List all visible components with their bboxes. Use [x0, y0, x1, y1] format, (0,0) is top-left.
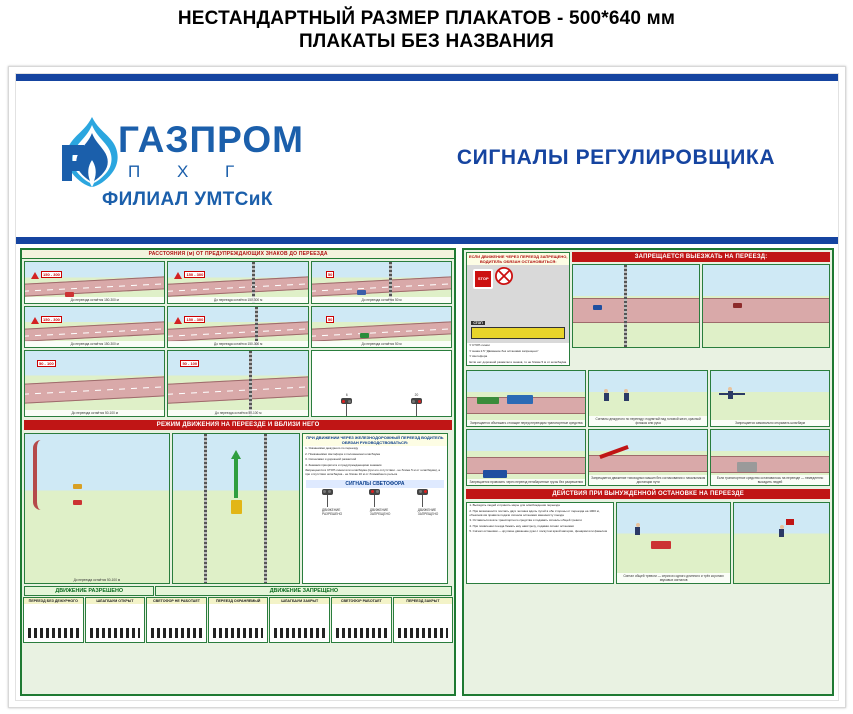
left-bottom-table: [22, 596, 454, 644]
rules-item: 3. Сигналами и дорожной разметкой: [305, 457, 357, 462]
panel-caption: Запрещается провозить через переезд негабаритные грузы без разрешения: [467, 479, 585, 485]
scene-caption: До переезда остаётся 150-300 м: [168, 341, 307, 347]
signal-light: [321, 489, 343, 517]
stop-rules-title: ЕСЛИ ДВИЖЕНИЕ ЧЕРЕЗ ПЕРЕЕЗД ЗАПРЕЩЕНО, ВОДИТЕЛЬ ОБЯЗАН ОСТАНОВИТЬСЯ:: [468, 254, 568, 264]
rules-item: 1. Указаниями дежурного по переезду: [305, 446, 359, 450]
left-poster-scene-grid: [22, 259, 454, 419]
col-body: [86, 604, 145, 642]
caption-line-2: ПЛАКАТЫ БЕЗ НАЗВАНИЯ: [299, 31, 554, 52]
crossing-sign-icon: [495, 267, 513, 285]
col-body: [270, 604, 329, 642]
bottom-head-allowed: ДВИЖЕНИЕ РАЗРЕШЕНО: [24, 586, 154, 596]
scene-caption: До переезда остаётся 150-300 м: [25, 297, 164, 303]
rules-cell[interactable]: [302, 433, 448, 584]
scene-cell[interactable]: [24, 306, 165, 349]
red-bulb: [424, 490, 427, 493]
col-head: ПЕРЕЕЗД ЗАКРЫТ: [394, 598, 453, 604]
barrier-stripes: [151, 628, 202, 638]
barrier-stripes: [28, 628, 79, 638]
railway-track: [624, 265, 627, 347]
panel-caption: Если транспортное средство остановилось на переезде — немедленно высадить людей: [711, 475, 829, 485]
road: [311, 321, 452, 343]
col-head: ШЛАГБАУМ ЗАКРЫТ: [270, 598, 329, 604]
forbidden-grid: [572, 262, 830, 348]
traffic-light-cell[interactable]: [311, 350, 452, 417]
bus-icon: [477, 397, 499, 404]
sub-note: Если нет дорожной разметки и знаков, то не ближе 5 м от шлагбаума: [469, 359, 567, 364]
stop-scene: [467, 265, 569, 343]
red-bulb: [371, 490, 374, 493]
bottom-right-note: Сигнал общей тревоги — серия из одного длинного и трёх коротких звуковых сигналов: [617, 573, 731, 583]
signals-title: СИГНАЛЫ СВЕТОФОРА: [306, 480, 444, 488]
road: [24, 376, 165, 405]
barrier-stripes: [90, 628, 141, 638]
left-mid-band: РЕЖИМ ДВИЖЕНИЯ НА ПЕРЕЕЗДЕ И ВБЛИЗИ НЕГО: [24, 420, 452, 430]
road-scene: [467, 430, 585, 485]
signal-label: ДВИЖЕНИЕ ЗАПРЕЩЕНО: [369, 507, 391, 516]
train-icon: [507, 395, 533, 404]
table-col[interactable]: [85, 597, 146, 643]
col-head: ШЛАГБАУМ ОТКРЫТ: [86, 598, 145, 604]
col-body: [209, 604, 268, 642]
vehicle-icon: [593, 305, 602, 310]
table-col[interactable]: [23, 597, 84, 643]
road: [167, 321, 308, 343]
vehicle-icon: [73, 500, 82, 505]
stop-sign-icon: STOP: [473, 269, 493, 289]
road-center-line: [24, 283, 165, 293]
light-number: 6: [345, 393, 348, 397]
road: [702, 298, 830, 323]
crossing-diagram-cell[interactable]: [172, 433, 300, 584]
right-bottom-band: ДЕЙСТВИЯ ПРИ ВЫНУЖДЕННОЙ ОСТАНОВКЕ НА ПЕРЕЕЗДЕ: [466, 489, 830, 499]
warning-sign-icon: [31, 317, 39, 324]
panel[interactable]: [710, 370, 830, 427]
panel-caption: Запрещается самовольно открывать шлагбаум: [711, 420, 829, 426]
forbidden-panel[interactable]: [702, 264, 830, 348]
road-center-line: [24, 386, 165, 396]
bullet-item: У светофора: [469, 354, 488, 359]
barrier-stripes: [213, 628, 264, 638]
road-center-line: [311, 327, 452, 337]
board-inner: [15, 73, 839, 701]
road: [572, 298, 700, 323]
distance-badge: 150 - 300: [186, 272, 204, 277]
panel[interactable]: [588, 429, 708, 486]
person-figure: [635, 523, 641, 537]
bullet-item: У СТОП-линии: [469, 343, 490, 347]
forbidden-band: ЗАПРЕЩАЕТСЯ ВЫЕЗЖАТЬ НА ПЕРЕЕЗД:: [572, 252, 830, 262]
barrier-stripes: [398, 628, 449, 638]
off-bulb: [323, 490, 326, 493]
actions-scene-cell[interactable]: [616, 502, 732, 584]
left-poster-middle-grid: [22, 431, 454, 586]
road-scene: [168, 351, 307, 416]
board-bottom-blue-bar: [16, 237, 838, 244]
road: [24, 276, 165, 298]
route-caption: До переезда остаётся 50-100 м: [73, 578, 121, 582]
col-body: [394, 604, 453, 642]
panel[interactable]: [466, 370, 586, 427]
col-body: [147, 604, 206, 642]
vehicle-icon: [651, 541, 671, 549]
poster-right[interactable]: [462, 248, 834, 696]
table-col[interactable]: [331, 597, 392, 643]
rules-note: Запрещается в СТОП-линии или шлагбаума (при его отсутствии - не ближе 5 м от шлагбаума), а при отсутствии шлагбаума - не ближе 10 м от ближайшего рельса: [305, 468, 441, 476]
body: [779, 529, 784, 537]
truck-icon: [483, 470, 507, 478]
signalling-person: [779, 525, 785, 539]
signal-light: [369, 489, 391, 517]
col-head: СВЕТОФОР РАБОТАЕТ: [332, 598, 391, 604]
col-head: ПЕРЕЕЗД БЕЗ ДЕЖУРНОГО: [24, 598, 83, 604]
scene-cell[interactable]: [24, 350, 165, 417]
scene-cell[interactable]: [167, 306, 308, 349]
road-center-line: [311, 283, 452, 293]
warning-sign-icon: [174, 317, 182, 324]
right-top-panels: [572, 252, 830, 366]
page-title: СИГНАЛЫ РЕГУЛИРОВЩИКА: [456, 146, 776, 169]
body: [604, 393, 609, 401]
regulator-figure: [623, 389, 629, 403]
traffic-light: [410, 392, 422, 416]
panel-caption: Запрещается объезжать стоящие перед переездом транспортные средства: [467, 420, 585, 426]
light-pole: [327, 495, 328, 507]
route-diagram-cell[interactable]: [24, 433, 170, 584]
traffic-lights: [312, 351, 451, 416]
road-scene: [573, 265, 699, 347]
vehicle-icon: [471, 327, 565, 339]
panel[interactable]: [588, 370, 708, 427]
col-body: [332, 604, 391, 642]
right-middle-grid: [464, 368, 832, 488]
road-scene: [25, 351, 164, 416]
scene-caption: До переезда остаётся 50 м: [312, 341, 451, 347]
off-bulb: [376, 490, 379, 493]
col-head: ПЕРЕЕЗД ОХРАНЯЕМЫЙ: [209, 598, 268, 604]
off-bulb: [412, 400, 415, 403]
rescue-scene: [617, 503, 731, 583]
table-col[interactable]: [146, 597, 207, 643]
left-bottom-bands: [22, 586, 454, 596]
road-center-line: [167, 283, 308, 293]
body: [635, 527, 640, 535]
crossing-scene: [173, 434, 299, 583]
left-poster-strip-title: РАССТОЯНИЯ (м) ОТ ПРЕДУПРЕЖДАЮЩИХ ЗНАКОВ ДО ПЕРЕЕЗДА: [22, 250, 454, 259]
vehicle-icon: [360, 333, 369, 338]
distance-badge: 50 - 100: [39, 361, 54, 367]
traffic-light: [341, 392, 353, 416]
light-pole: [422, 495, 423, 507]
signal-label: ДВИЖЕНИЕ ЗАПРЕЩЕНО: [417, 507, 439, 516]
route-scene: [25, 434, 169, 583]
action-item: 1. Высадить людей и принять меры для освобождения переезда: [469, 503, 560, 508]
scene-cell[interactable]: [167, 261, 308, 304]
caption-line-1: НЕСТАНДАРТНЫЙ РАЗМЕР ПЛАКАТОВ - 500*640 мм: [177, 8, 676, 29]
panel[interactable]: [466, 429, 586, 486]
scene-caption: До переезда остаётся 50-100 м: [168, 410, 307, 416]
rules-item: 4. Знаками приоритета и предупреждающими знаками: [305, 462, 382, 467]
posters-area: [16, 244, 838, 700]
off-bulb: [419, 490, 422, 493]
stop-line-label: СТОП: [473, 321, 483, 325]
barrier-stripes: [274, 628, 325, 638]
forbidden-panel[interactable]: [572, 264, 700, 348]
panel-caption: Сигналы дежурного по переезду: поднятый над головой жезл, красный флажок или рука: [589, 416, 707, 426]
distance-badge: 50 - 100: [182, 361, 198, 367]
right-bottom-row: [464, 500, 832, 586]
panel-caption: Запрещается движение тихоходных машин без согласования с начальником дистанции пути: [591, 476, 706, 485]
bullet-item: У знака 2.5 "Движение без остановки запрещено": [469, 348, 539, 353]
red-bulb: [418, 400, 421, 403]
table-col[interactable]: [393, 597, 454, 643]
table-col[interactable]: [269, 597, 330, 643]
rules-item: 2. Показаниями светофора и положением шлагбаума: [305, 451, 380, 456]
warning-sign-icon: [31, 272, 39, 279]
scene-cell[interactable]: [24, 261, 165, 304]
vehicle-icon: [357, 290, 366, 295]
distance-badge: 150 - 300: [43, 272, 60, 277]
road-scene: [467, 371, 585, 426]
off-bulb: [328, 490, 331, 493]
stop-rules-cell[interactable]: [466, 252, 570, 366]
road: [710, 456, 830, 473]
arrow-stem: [234, 458, 238, 498]
outstretched-arms: [719, 393, 745, 395]
scene-cell[interactable]: [311, 306, 452, 349]
panel[interactable]: [710, 429, 830, 486]
poster-left[interactable]: [20, 248, 456, 696]
light-number: 20: [414, 393, 419, 397]
rules-title: ПРИ ДВИЖЕНИИ ЧЕРЕЗ ЖЕЛЕЗНОДОРОЖНЫЙ ПЕРЕЕЗД ВОДИТЕЛЬ ОБЯЗАН РУКОВОДСТВОВАТЬСЯ:: [303, 434, 447, 446]
branch-name: ФИЛИАЛ УМТСиК: [102, 189, 273, 210]
road: [24, 321, 165, 343]
bottom-head-forbidden: ДВИЖЕНИЕ ЗАПРЕЩЕНО: [155, 586, 452, 596]
railway-track: [204, 434, 207, 583]
right-top-row: [464, 250, 832, 368]
scene-cell[interactable]: [311, 261, 452, 304]
gazprom-wordmark: ГАЗПРОМ: [118, 119, 304, 160]
barrier-stripes: [336, 628, 387, 638]
distance-badge: 150 - 300: [186, 316, 204, 322]
caption: [0, 0, 853, 53]
signal-person-cell[interactable]: [733, 502, 830, 584]
regulator-figure: [603, 389, 609, 403]
scene-caption: До переезда остаётся 150-300 м: [168, 297, 307, 303]
action-item: 4. При появлении поезда бежать ему навстречу, подавая сигнал остановки: [469, 523, 574, 528]
action-item: 5. Сигнал остановки — круговое движение руки с лоскутом яркой материи, фонарём или факелом: [469, 529, 608, 534]
light-pole: [346, 404, 347, 416]
col-body: [24, 604, 83, 642]
road-center-line: [167, 327, 308, 337]
scene-caption: До переезда остаётся 50-100 м: [25, 410, 164, 416]
gazprom-subletters: П Х Г: [128, 162, 251, 181]
off-bulb: [348, 400, 351, 403]
railway-track: [264, 434, 267, 583]
signal-scene: [734, 503, 829, 583]
vehicle-icon: [73, 484, 82, 489]
signal-label: ДВИЖЕНИЕ РАЗРЕШЕНО: [322, 507, 343, 516]
road: [167, 376, 308, 405]
red-bulb: [342, 400, 345, 403]
body: [624, 393, 629, 401]
warning-sign-icon: [174, 272, 182, 279]
road-scene: [703, 265, 829, 347]
board-top-blue-bar: [16, 74, 838, 81]
vehicle-icon: [231, 500, 242, 514]
road: [311, 276, 452, 298]
action-item: 3. Оставаться возле транспортного средства и подавать сигналы общей тревоги: [469, 518, 582, 523]
board-header: [16, 81, 838, 237]
information-board: [8, 66, 846, 708]
actions-list-cell[interactable]: [466, 502, 613, 584]
light-pole: [374, 495, 375, 507]
scene-caption: До переезда остаётся 150-300 м: [25, 341, 164, 347]
table-col[interactable]: [208, 597, 269, 643]
signal-lights-row: [303, 489, 447, 517]
regulator-scene: [711, 371, 829, 426]
signal-light: [417, 489, 439, 517]
light-pole: [416, 404, 417, 416]
crane-icon: [737, 462, 757, 472]
railway-track: [249, 351, 252, 416]
action-item: 2. При возможности послать двух человек вдоль путей в обе стороны от переезда на 1000 м, объяснив им правила подачи сигнала остановки машинисту поезда: [469, 508, 600, 517]
road-center-line: [167, 386, 308, 396]
road-center-line: [24, 327, 165, 337]
distance-badge: 50: [327, 272, 333, 277]
gazprom-logo: [56, 115, 356, 215]
distance-badge: 50: [327, 316, 333, 322]
scene-caption: До переезда остаётся 50 м: [312, 297, 451, 303]
red-flag-icon: [786, 519, 794, 525]
curved-road: [33, 440, 67, 510]
distance-badge: 150 - 300: [43, 316, 60, 322]
road: [588, 455, 708, 472]
road: [167, 276, 308, 298]
col-head: СВЕТОФОР НЕ РАБОТАЕТ: [147, 598, 206, 604]
scene-cell[interactable]: [167, 350, 308, 417]
vehicle-icon: [733, 303, 742, 308]
